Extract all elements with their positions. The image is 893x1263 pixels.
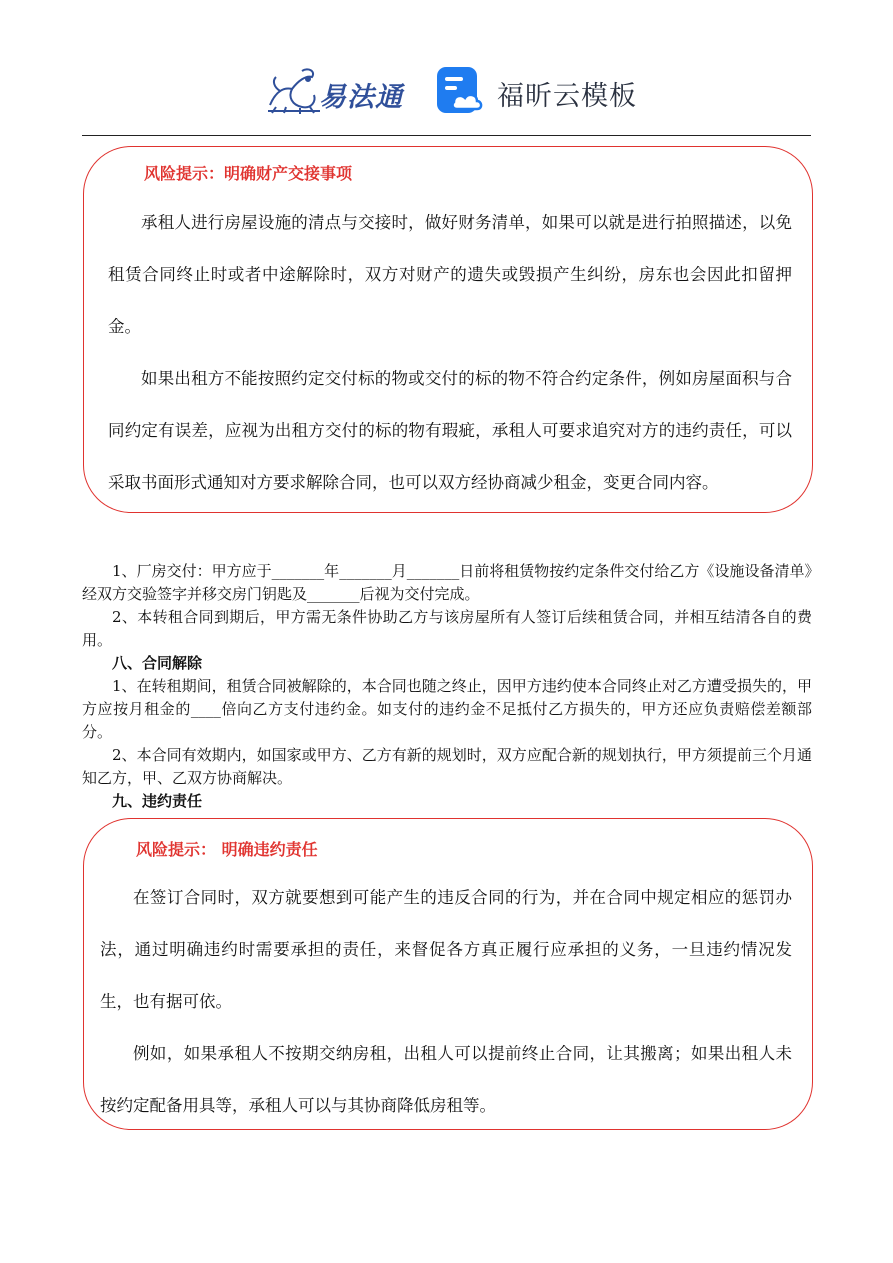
header-divider — [82, 135, 811, 136]
risk-tip-title: 风险提示：明确财产交接事项 — [144, 164, 353, 183]
risk-tip-box-property-handover — [83, 146, 813, 513]
page-header — [0, 55, 893, 125]
contract-clause: 1、在转租期间，租赁合同被解除的，本合同也随之终止，因甲方违约使本合同终止对乙方遭受损失的，甲方应按月租金的____倍向乙方支付违约金。如支付的违约金不足抵付乙方损失的，甲方还应负责赔偿差额部分。 — [82, 677, 812, 741]
risk-tip-paragraph: 在签订合同时，双方就要想到可能产生的违反合同的行为，并在合同中规定相应的惩罚办法，通过明确违约时需要承担的责任，来督促各方真正履行应承担的义务，一旦违约情况发生，也有据可依。 — [100, 888, 792, 1011]
risk-tip-paragraph: 如果出租方不能按照约定交付标的物或交付的标的物不符合约定条件，例如房屋面积与合同约定有误差，应视为出租方交付的标的物有瑕疵，承租人可要求追究对方的违约责任，可以采取书面形式通知对方要求解除合同，也可以双方经协商减少租金，变更合同内容。 — [108, 369, 792, 492]
section-heading-termination: 八、合同解除 — [112, 654, 203, 672]
section-heading-liability: 九、违约责任 — [112, 792, 203, 810]
logo-fuxin-text: 福昕云模板 — [497, 81, 637, 112]
risk-tip-box-liability — [83, 818, 813, 1130]
contract-clause: 2、本合同有效期内，如国家或甲方、乙方有新的规划时，双方应配合新的规划执行，甲方须提前三个月通知乙方，甲、乙双方协商解决。 — [82, 746, 812, 787]
logo-yifatong-text: 易法通 — [319, 82, 403, 113]
contract-clause: 1、厂房交付：甲方应于_______年_______月_______日前将租赁物按约定条件交付给乙方《设施设备清单》经双方交验签字并移交房门钥匙及_______后视为交付完成。 — [82, 562, 812, 603]
risk-tip-paragraph: 承租人进行房屋设施的清点与交接时，做好财务清单，如果可以就是进行拍照描述，以免租赁合同终止时或者中途解除时，双方对财产的遗失或毁损产生纠纷，房东也会因此扣留押金。 — [108, 213, 792, 336]
cloud-doc-icon — [435, 65, 487, 117]
contract-clause: 2、本转租合同到期后，甲方需无条件协助乙方与该房屋所有人签订后续租赁合同，并相互结清各自的费用。 — [82, 608, 812, 649]
contract-body — [82, 560, 812, 813]
risk-tip-paragraph: 例如，如果承租人不按期交纳房租，出租人可以提前终止合同，让其搬离；如果出租人未按约定配备用具等，承租人可以与其协商降低房租等。 — [100, 1044, 792, 1115]
risk-tip-title: 风险提示： 明确违约责任 — [136, 840, 318, 859]
